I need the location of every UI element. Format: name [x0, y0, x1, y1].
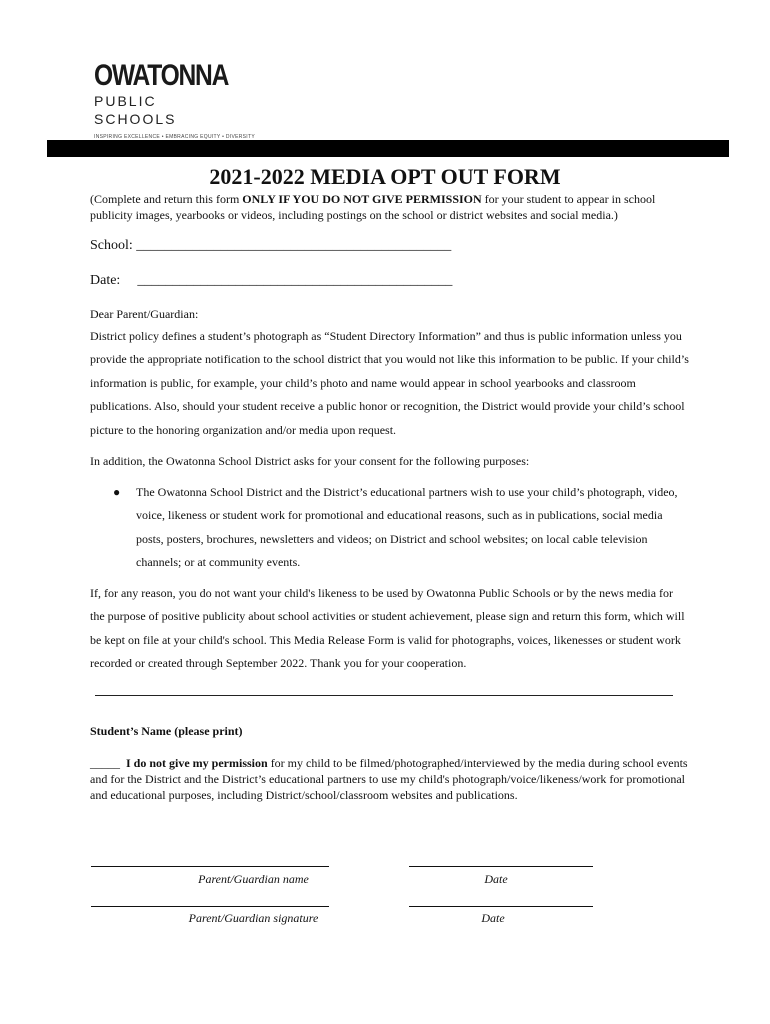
parent-signature-label: Parent/Guardian signature	[188, 911, 319, 925]
logo-tagline: INSPIRING EXCELLENCE • EMBRACING EQUITY • DIVERSITY	[94, 134, 255, 140]
date-line-1[interactable]	[409, 866, 593, 867]
purpose-list	[90, 481, 690, 575]
permission-checkbox-blank[interactable]: _____	[90, 756, 120, 770]
date-field[interactable]	[90, 273, 690, 289]
consent-paragraph: In addition, the Owatonna School District asks for your consent for the following purposes:	[90, 454, 530, 468]
permission-bold: I do not give my permission	[126, 756, 268, 770]
header-bar	[47, 140, 729, 157]
permission-text: for my child to be filmed/photographed/interviewed by the media during school events and for the District and the District’s educational partners to use my child's photograph/voice/likeness/work for promotional and educational purposes, including District/school/classroom websites and publications.	[90, 756, 688, 802]
date-label-2: Date	[481, 911, 505, 925]
list-item-text: The Owatonna School District and the District’s educational partners wish to use your child’s photograph, video, voice, likeness or student work for promotional and educational reasons, such as in publications, social media posts, posters, brochures, newsletters and videos; on District and school websites; on local cable television channels; or at community events.	[136, 485, 678, 570]
opt-out-paragraph: If, for any reason, you do not want your child's likeness to be used by Owatonna Public Schools or by the news media for the purpose of positive publicity about school activities or student achievement, please sign and return this form, which will be kept on file at your child's school. This Media Release Form is valid for photographs, voices, likenesses or student work recorded or created through September 2022. Thank you for your cooperation.	[90, 586, 685, 671]
form-title: 2021-2022 MEDIA OPT OUT FORM	[209, 164, 561, 189]
date-line[interactable]: _____________________________________________	[137, 273, 453, 288]
district-logo	[94, 59, 255, 140]
parent-name-label: Parent/Guardian name	[198, 872, 309, 886]
logo-name: OWATONNA	[94, 59, 229, 92]
student-name-label: Student’s Name (please print)	[90, 724, 243, 738]
school-line[interactable]: _____________________________________________	[136, 238, 452, 253]
school-field[interactable]	[90, 238, 690, 254]
intro-text-end: for your student to appear in school publicity images, yearbooks or videos, including postings on the school or district websites and social media.)	[90, 192, 656, 222]
intro-text-start: (Complete and return this form	[90, 192, 243, 206]
intro-instructions	[90, 191, 690, 223]
student-name-line[interactable]	[95, 695, 673, 696]
list-item	[90, 481, 690, 575]
bullet-icon: ●	[113, 485, 121, 499]
date-label-1: Date	[484, 872, 508, 886]
date-line-2[interactable]	[409, 906, 593, 907]
parent-signature-line[interactable]	[91, 906, 329, 907]
greeting: Dear Parent/Guardian:	[90, 307, 199, 321]
intro-bold: ONLY IF YOU DO NOT GIVE PERMISSION	[242, 192, 482, 206]
date-label: Date:	[90, 273, 121, 288]
school-label: School:	[90, 238, 133, 253]
logo-subtitle: PUBLIC SCHOOLS	[94, 93, 177, 127]
parent-name-line[interactable]	[91, 866, 329, 867]
policy-paragraph: District policy defines a student’s photograph as “Student Directory Information” and thus is public information unless you provide the appropriate notification to the school district that you would not like this information to be public. If your child’s information is public, for example, your child’s photo and name would appear in school yearbooks and classroom publications. Also, should your student receive a public honor or recognition, the District would provide your child’s school picture to the honoring organization and/or media upon request.	[90, 329, 689, 437]
permission-statement	[90, 755, 690, 803]
